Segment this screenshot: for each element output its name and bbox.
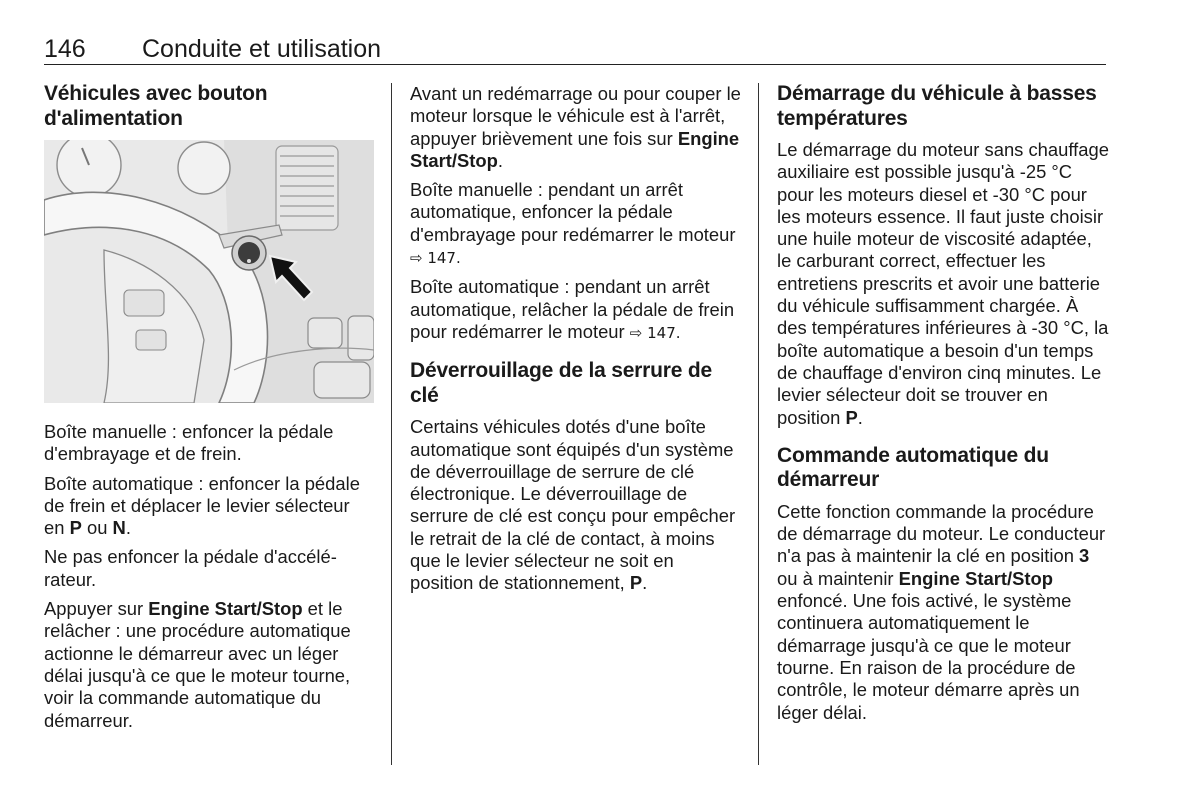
column-left (44, 82, 374, 739)
paragraph-manual-gearbox: Boîte manuelle : enfoncer la pédale d'embrayage et de frein. (44, 421, 334, 465)
heading-key-lock-release: Déverrouillage de la serrure de clé (410, 359, 712, 407)
heading-automatic-starter-control: Commande automatique du démarreur (777, 443, 1049, 492)
column-divider-2 (758, 83, 759, 765)
paragraph-key-lock-release: Certains véhicules dotés d'une boîte automatique sont équipés d'un système de déverrouillage de serrure de clé électronique. Le déverrouillage de serrure de clé est conçu pour empêcher le retrait de la clé de contact, à moins que le levier sélecteur ne soit en position de stationnement, P. (410, 416, 736, 594)
column-right (777, 82, 1109, 731)
paragraph-automatic-autostop: Boîte automatique : pendant un arrêt automatique, relâcher la pédale de frein pour redémarrer le moteur ⇨ 147. (410, 276, 735, 342)
page-reference: ⇨ 147. (629, 323, 681, 342)
paragraph-press-engine-start: Appuyer sur Engine Start/Stop et le relâcher : une procédure automatique actionne le démarreur avec un léger délai jusqu'à ce que le moteur tourne, voir la commande automatique du démarreur. (44, 598, 351, 731)
paragraph-accelerator: Ne pas enfoncer la pédale d'accélérateur. (44, 546, 337, 590)
page-reference: ⇨ 147. (410, 249, 461, 268)
paragraph-automatic-gearbox: Boîte automatique : enfoncer la pédale de frein et déplacer le levier sélecteur en P ou N. (44, 472, 360, 539)
page-header (44, 34, 1106, 65)
section-title: Conduite et utilisation (142, 35, 382, 63)
paragraph-low-temperature-start: Le démarrage du moteur sans chauffage auxiliaire est possible jusqu'à -25 °C pour les moteurs diesel et -30 °C pour les moteurs essence. Il faut juste choisir une huile moteur de viscosité adaptée, le carburant correct, effectuer les entretiens prescrits et avoir une batterie du véhicule suffisamment chargée. À des températures inférieures à -30 °C, la boîte automatique a besoin d'un temps de chauffage d'environ cinq minutes. Le levier sélecteur doit se trouver en position P. (777, 139, 1109, 428)
paragraph-restart: Avant un redémarrage ou pour couper le moteur lorsque le véhicule est à l'arrêt, appuyer brièvement une fois sur Engine Start/Stop. (410, 83, 741, 171)
heading-power-button-vehicles: Véhicules avec bouton d'alimentation (44, 82, 268, 130)
column-divider-1 (391, 83, 392, 765)
heading-low-temperature-start: Démarrage du véhicule à basses températures (777, 82, 1097, 130)
page-number: 146 (44, 35, 86, 63)
dashboard-illustration (44, 140, 374, 403)
figure-start-stop-button (44, 140, 374, 403)
paragraph-manual-autostop: Boîte manuelle : pendant un arrêt automatique, enfoncer la pédale d'embrayage pour redémarrer le moteur ⇨ 147. (410, 179, 736, 268)
column-middle (410, 83, 742, 602)
paragraph-automatic-starter-control: Cette fonction commande la procédure de démarrage du moteur. Le conducteur n'a pas à maintenir la clé en position 3 ou à maintenir Engine Start/Stop enfoncé. Une fois activé, le système continuera automatiquement le démarrage jusqu'à ce que le moteur tourne. En raison de la procédure de contrôle, le moteur démarre après un léger délai. (777, 500, 1106, 723)
